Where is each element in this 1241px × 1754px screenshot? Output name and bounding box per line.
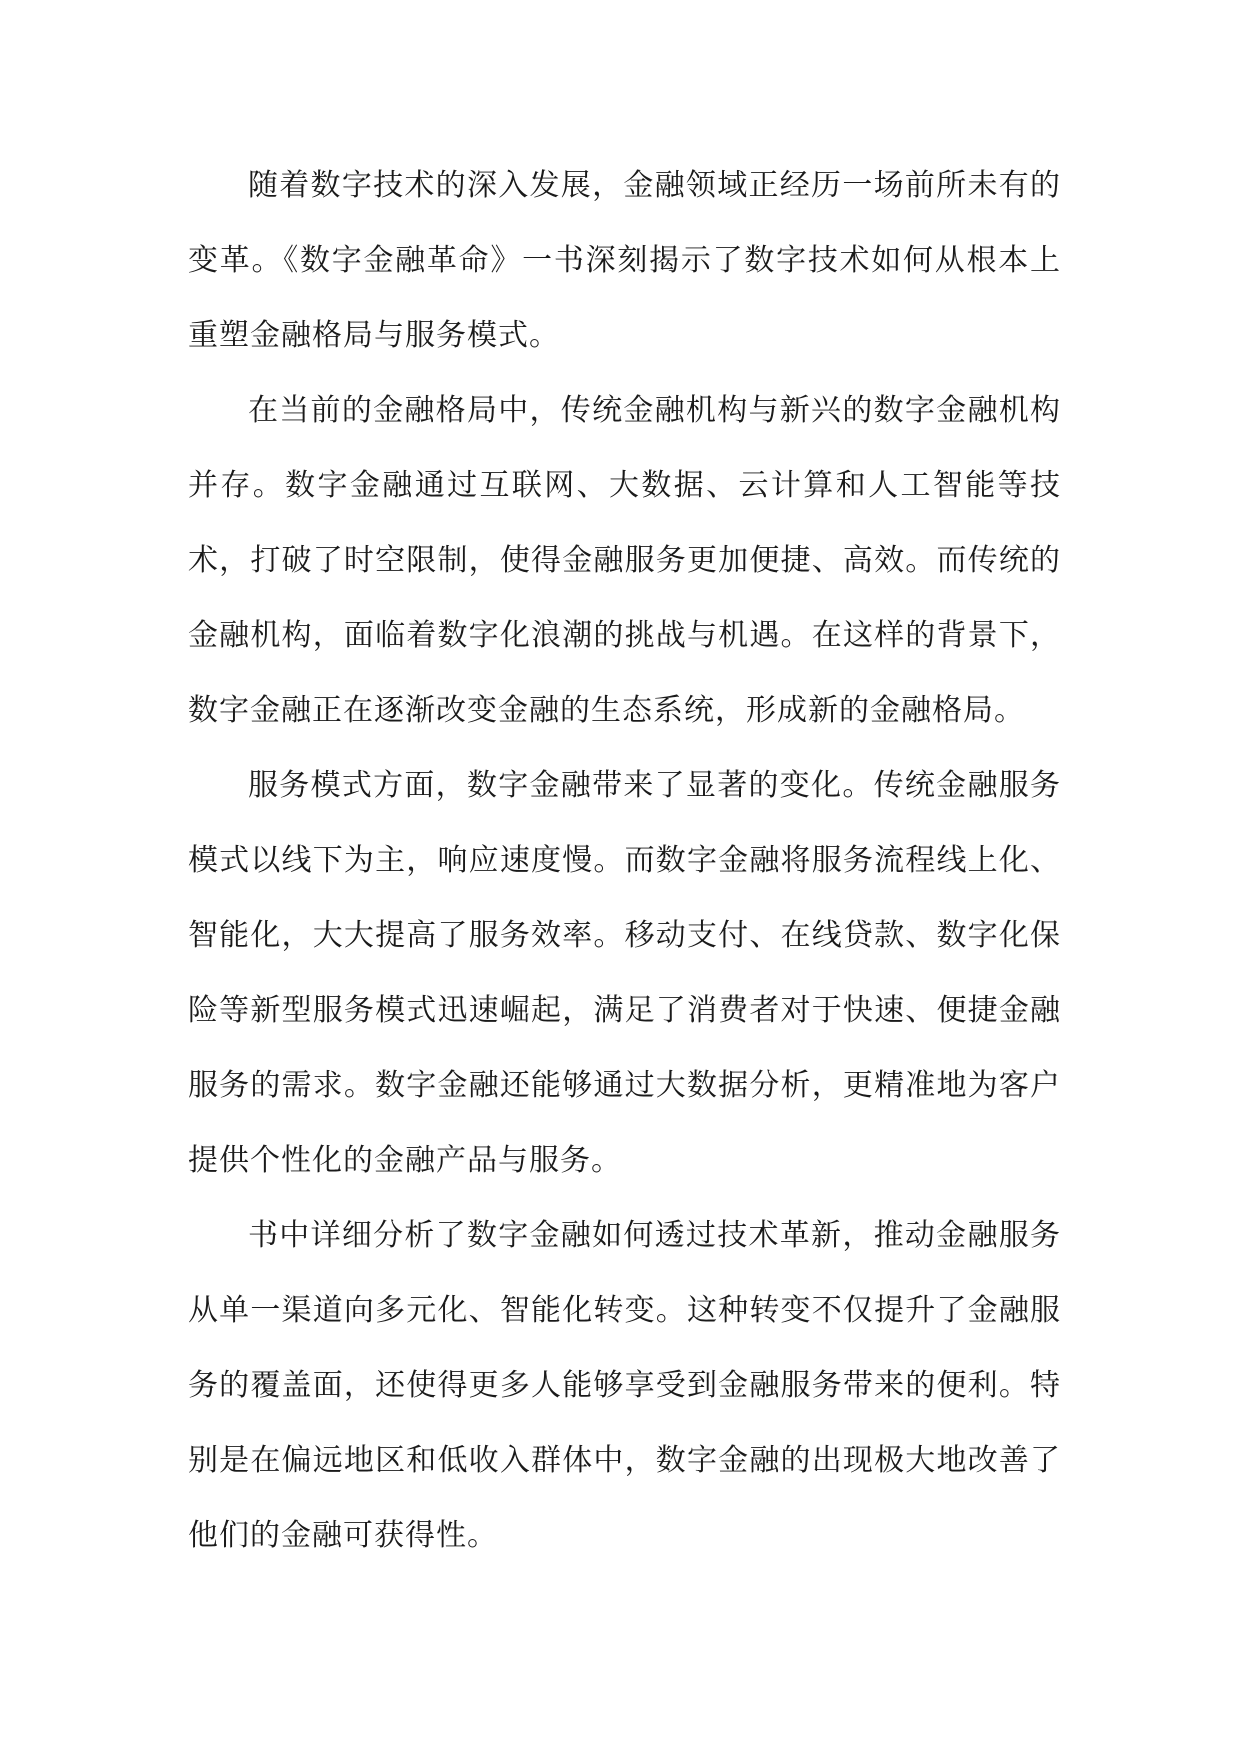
paragraph-service-model: 服务模式方面，数字金融带来了显著的变化。传统金融服务模式以线下为主，响应速度慢。而数字金融将服务流程线上化、智能化，大大提高了服务效率。移动支付、在线贷款、数字化保险等新型服务模式迅速崛起，满足了消费者对于快速、便捷金融服务的需求。数字金融还能够通过大数据分析，更精准地为客户提供个性化的金融产品与服务。 xyxy=(188,768,1061,1178)
paragraph-financial-landscape: 在当前的金融格局中，传统金融机构与新兴的数字金融机构并存。数字金融通过互联网、大数据、云计算和人工智能等技术，打破了时空限制，使得金融服务更加便捷、高效。而传统的金融机构，面临着数字化浪潮的挑战与机遇。在这样的背景下，数字金融正在逐渐改变金融的生态系统，形成新的金融格局。 xyxy=(188,393,1061,728)
paragraph-transformation: 书中详细分析了数字金融如何透过技术革新，推动金融服务从单一渠道向多元化、智能化转变。这种转变不仅提升了金融服务的覆盖面，还使得更多人能够享受到金融服务带来的便利。特别是在偏远地区和低收入群体中，数字金融的出现极大地改善了他们的金融可获得性。 xyxy=(188,1218,1061,1553)
paragraph-intro: 随着数字技术的深入发展，金融领域正经历一场前所未有的变革。《数字金融革命》一书深刻揭示了数字技术如何从根本上重塑金融格局与服务模式。 xyxy=(188,168,1061,353)
